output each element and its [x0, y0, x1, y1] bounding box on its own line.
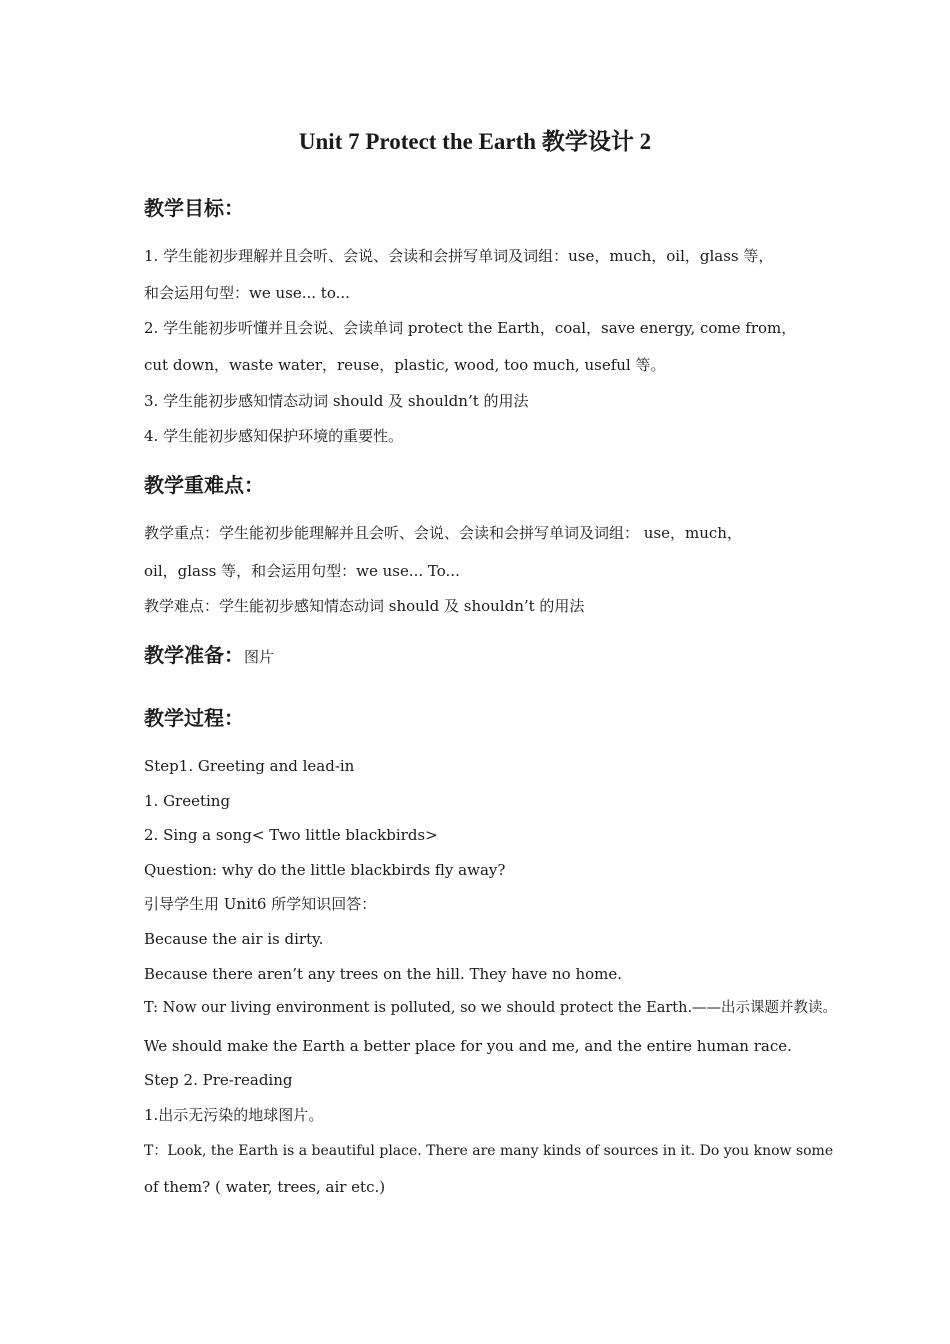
- process-line-5: 引导学生用 Unit6 所学知识回答：: [144, 895, 377, 913]
- process-line-12: T：Look, the Earth is a beautiful place. There are many kinds of sources in it. Do you know some: [144, 1143, 834, 1159]
- preparation-heading-label: 教学准备：: [144, 643, 244, 667]
- preparation-heading: [144, 641, 274, 671]
- preparation-value: 图片: [244, 648, 275, 666]
- process-line-10: Step 2. Pre-reading: [144, 1071, 293, 1089]
- process-line-2: 1. Greeting: [144, 792, 231, 810]
- key-points-line-1: 教学重点：学生能初步能理解并且会听、会说、会读和会拼写单词及词组： use，much，: [144, 524, 742, 542]
- objectives-line-6: 4. 学生能初步感知保护环境的重要性。: [144, 427, 404, 445]
- process-heading: 教学过程：: [144, 706, 244, 730]
- objectives-line-4: cut down，waste water，reuse，plastic, wood, too much, useful 等。: [144, 356, 666, 374]
- process-line-13: of them? ( water, trees, air etc.): [144, 1178, 386, 1196]
- process-line-3: 2. Sing a song< Two little blackbirds>: [144, 826, 438, 844]
- objectives-line-2: 和会运用句型：we use... to...: [144, 284, 350, 302]
- key-points-line-2: oil，glass 等，和会运用句型：we use... To...: [144, 562, 460, 580]
- objectives-line-3: 2. 学生能初步听懂并且会说、会读单词 protect the Earth，coal，save energy, come from，: [144, 319, 797, 337]
- process-line-6: Because the air is dirty.: [144, 930, 324, 948]
- process-line-9: We should make the Earth a better place for you and me, and the entire human race.: [144, 1037, 792, 1055]
- process-line-8: T: Now our living environment is polluted, so we should protect the Earth.——出示课题并教读。: [144, 1000, 838, 1016]
- key-points-heading: 教学重难点：: [144, 473, 264, 497]
- objectives-line-5: 3. 学生能初步感知情态动词 should 及 shouldn’t 的用法: [144, 392, 529, 410]
- process-line-1: Step1. Greeting and lead-in: [144, 757, 355, 775]
- document-title: Unit 7 Protect the Earth 教学设计 2: [298, 129, 652, 154]
- process-line-4: Question: why do the little blackbirds fly away?: [144, 861, 506, 879]
- process-line-11: 1.出示无污染的地球图片。: [144, 1106, 324, 1124]
- key-points-line-3: 教学难点：学生能初步感知情态动词 should 及 shouldn’t 的用法: [144, 597, 585, 615]
- objectives-line-1: 1. 学生能初步理解并且会听、会说、会读和会拼写单词及词组：use，much，oil，glass 等，: [144, 247, 774, 265]
- process-line-7: Because there aren’t any trees on the hill. They have no home.: [144, 965, 623, 983]
- objectives-heading: 教学目标：: [144, 196, 244, 220]
